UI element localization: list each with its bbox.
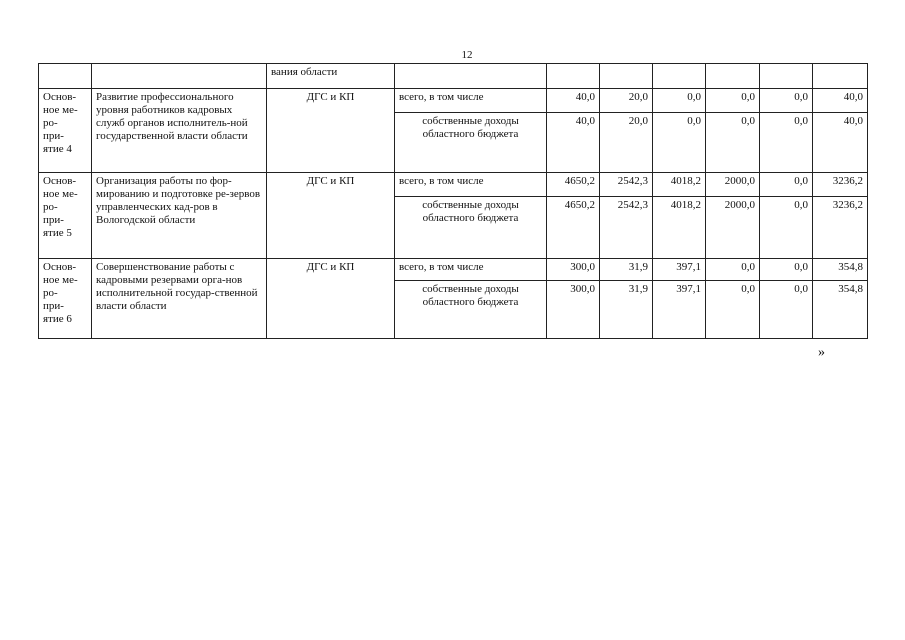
executor-cell: ДГС и КП <box>267 173 395 259</box>
value-cell: 0,0 <box>653 113 706 173</box>
measure-name-cell: Развитие профессионального уровня работников кадровых служб органов исполнитель-ной государственной власти области <box>92 89 267 173</box>
value-cell: 0,0 <box>706 259 760 281</box>
funding-source-cell: всего, в том числе <box>395 89 547 113</box>
value-cell: 300,0 <box>547 281 600 339</box>
executor-cell: ДГС и КП <box>267 259 395 339</box>
value-cell: 397,1 <box>653 281 706 339</box>
name-cell <box>92 64 267 89</box>
page-number: 12 <box>461 49 473 61</box>
value-cell: 2000,0 <box>706 173 760 197</box>
value-cell: 354,8 <box>813 281 868 339</box>
value-cell <box>547 64 600 89</box>
funding-source-cell: всего, в том числе <box>395 259 547 281</box>
value-cell <box>653 64 706 89</box>
value-cell: 0,0 <box>653 89 706 113</box>
table-row <box>39 173 868 197</box>
value-cell <box>813 64 868 89</box>
table-row <box>39 259 868 281</box>
value-cell: 4650,2 <box>547 197 600 259</box>
table-row <box>39 64 868 89</box>
value-cell: 4018,2 <box>653 197 706 259</box>
value-cell: 40,0 <box>547 113 600 173</box>
value-cell <box>706 64 760 89</box>
value-cell: 2542,3 <box>600 197 653 259</box>
table-row <box>39 89 868 113</box>
value-cell: 0,0 <box>706 89 760 113</box>
value-cell: 3236,2 <box>813 173 868 197</box>
value-cell: 20,0 <box>600 89 653 113</box>
measure-cell <box>39 64 92 89</box>
value-cell: 300,0 <box>547 259 600 281</box>
value-cell: 31,9 <box>600 259 653 281</box>
funding-source-cell: собственные доходы областного бюджета <box>395 281 547 339</box>
funding-source-cell: собственные доходы областного бюджета <box>395 113 547 173</box>
value-cell <box>600 64 653 89</box>
measure-name-cell: Организация работы по фор-мированию и подготовке ре-зервов управленческих кад-ров в Вологодской области <box>92 173 267 259</box>
value-cell: 40,0 <box>547 89 600 113</box>
value-cell: 3236,2 <box>813 197 868 259</box>
measure-cell: Основ- ное ме- ро- при- ятие 5 <box>39 173 92 259</box>
value-cell: 0,0 <box>760 89 813 113</box>
value-cell: 40,0 <box>813 89 868 113</box>
value-cell: 397,1 <box>653 259 706 281</box>
value-cell: 31,9 <box>600 281 653 339</box>
source-cell <box>395 64 547 89</box>
value-cell: 0,0 <box>760 281 813 339</box>
measure-cell: Основ- ное ме- ро- при- ятие 4 <box>39 89 92 173</box>
executor-cell: ДГС и КП <box>267 89 395 173</box>
value-cell: 4650,2 <box>547 173 600 197</box>
funding-source-cell: всего, в том числе <box>395 173 547 197</box>
value-cell: 0,0 <box>760 173 813 197</box>
funding-source-cell: собственные доходы областного бюджета <box>395 197 547 259</box>
value-cell: 0,0 <box>760 113 813 173</box>
value-cell: 2542,3 <box>600 173 653 197</box>
value-cell <box>760 64 813 89</box>
value-cell: 4018,2 <box>653 173 706 197</box>
continuation-cell: вания области <box>267 64 395 89</box>
value-cell: 2000,0 <box>706 197 760 259</box>
value-cell: 0,0 <box>706 281 760 339</box>
closing-quote: » <box>818 345 825 360</box>
value-cell: 20,0 <box>600 113 653 173</box>
value-cell: 354,8 <box>813 259 868 281</box>
value-cell: 40,0 <box>813 113 868 173</box>
value-cell: 0,0 <box>760 197 813 259</box>
measure-name-cell: Совершенствование работы с кадровыми резервами орга-нов исполнительной государ-ственной власти области <box>92 259 267 339</box>
budget-table <box>38 63 868 339</box>
value-cell: 0,0 <box>760 259 813 281</box>
value-cell: 0,0 <box>706 113 760 173</box>
measure-cell: Основ- ное ме- ро- при- ятие 6 <box>39 259 92 339</box>
